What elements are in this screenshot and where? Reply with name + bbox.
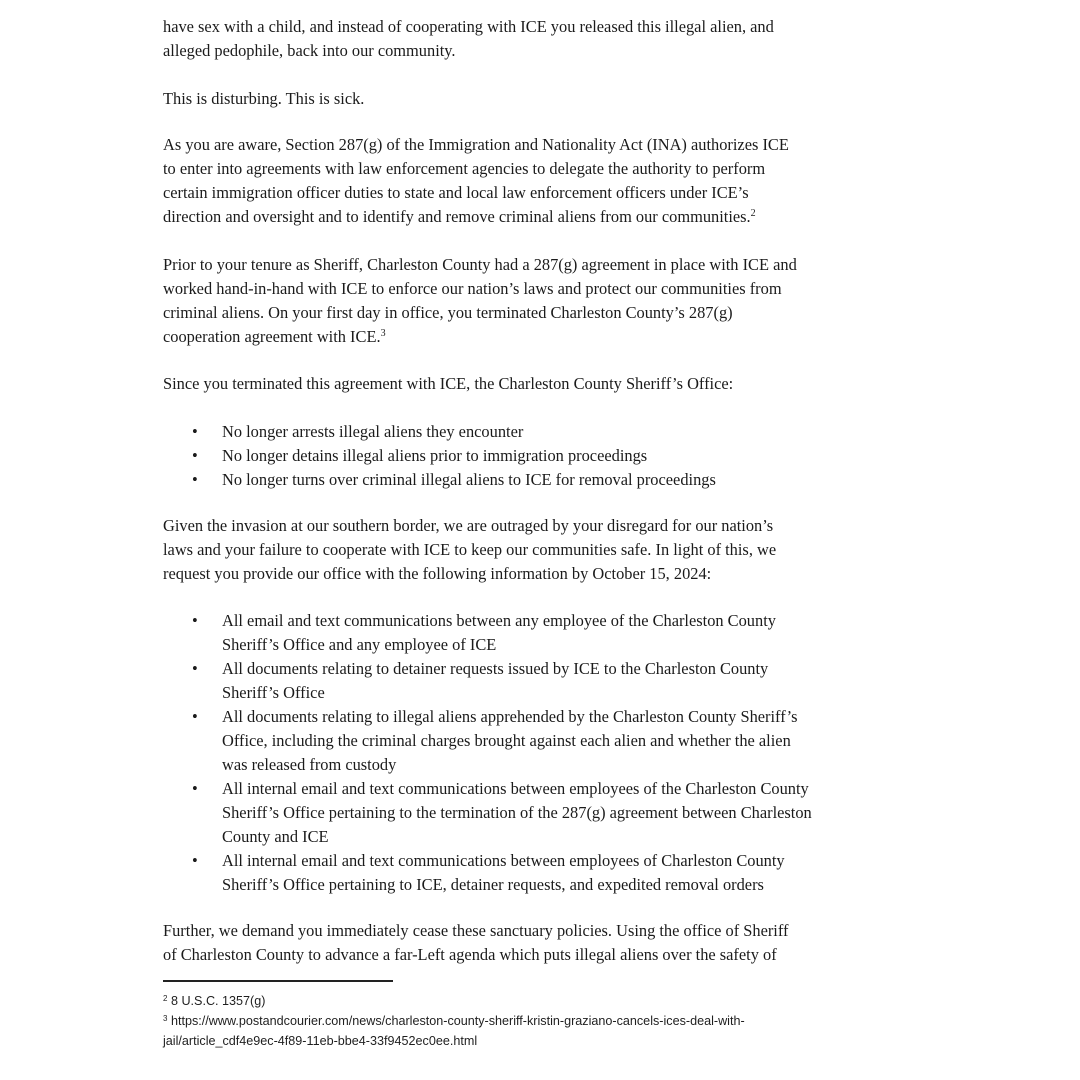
footnote-ref-2: 2 [750,208,756,219]
paragraph-disturbing [163,87,913,111]
text-line: have sex with a child, and instead of cooperating with ICE you released this illegal alien, and [163,17,774,36]
bullet-icon: • [192,422,198,441]
paragraph-since-terminated [163,372,913,396]
footnote-3 [163,1011,923,1031]
paragraph-prior-tenure [163,253,913,349]
bullet-text-line: Sheriff’s Office [222,683,325,702]
bullet-text-line: Sheriff’s Office and any employee of ICE [222,635,497,654]
bullet-icon: • [192,851,198,870]
bullet-text-line: All email and text communications between any employee of the Charleston County [222,611,776,630]
bullet-text-line: All documents relating to illegal aliens apprehended by the Charleston County Sheriff’s [222,707,798,726]
text-line: certain immigration officer duties to state and local law enforcement officers under ICE’s [163,183,749,202]
text-line: criminal aliens. On your first day in office, you terminated Charleston County’s 287(g) [163,303,733,322]
footnote-mark: 2 [163,994,168,1003]
text-line: Prior to your tenure as Sheriff, Charleston County had a 287(g) agreement in place with ICE and [163,255,797,274]
bullet-item [190,609,920,657]
text-span: direction and oversight and to identify and remove criminal aliens from our communities. [163,207,751,226]
text-line: Since you terminated this agreement with ICE, the Charleston County Sheriff’s Office: [163,374,734,393]
text-line: to enter into agreements with law enforcement agencies to delegate the authority to perform [163,159,766,178]
footnote-2 [163,991,923,1011]
footnote-text: 8 U.S.C. 1357(g) [170,994,266,1008]
footnote-link-line[interactable]: https://www.postandcourier.com/news/charleston-county-sheriff-kristin-graziano-cancels-ices-deal-with- [170,1014,745,1028]
bullet-item [190,705,920,777]
text-line: Given the invasion at our southern border, we are outraged by your disregard for our nation’s [163,516,774,535]
footnote-divider [163,980,393,982]
bullet-text-line: All internal email and text communications between employees of the Charleston County [222,779,809,798]
text-line: alleged pedophile, back into our community. [163,41,456,60]
footnote-mark: 3 [163,1014,168,1023]
bullet-text-line: All documents relating to detainer requests issued by ICE to the Charleston County [222,659,769,678]
footnote-3-cont [163,1031,923,1051]
bullet-text-line: All internal email and text communications between employees of Charleston County [222,851,785,870]
bullet-text-line: No longer arrests illegal aliens they encounter [222,422,524,441]
bullet-icon: • [192,446,198,465]
bullet-text-line: Sheriff’s Office pertaining to the termination of the 287(g) agreement between Charleston [222,803,812,822]
bullet-icon: • [192,470,198,489]
text-line [163,325,913,349]
bullet-text-line: Office, including the criminal charges brought against each alien and whether the alien [222,731,791,750]
paragraph-request [163,514,913,586]
text-line: worked hand-in-hand with ICE to enforce our nation’s laws and protect our communities from [163,279,782,298]
bullet-text-line: was released from custody [222,755,397,774]
bullet-item [190,777,920,849]
paragraph-demand [163,919,913,967]
bullet-icon: • [192,659,198,678]
bullet-list-requests [190,609,920,897]
bullet-text-line: No longer turns over criminal illegal aliens to ICE for removal proceedings [222,470,716,489]
text-line: laws and your failure to cooperate with ICE to keep our communities safe. In light of this, we [163,540,777,559]
footnotes [163,991,923,1051]
text-line: Further, we demand you immediately cease these sanctuary policies. Using the office of Sheriff [163,921,789,940]
bullet-item [190,444,920,468]
text-line: of Charleston County to advance a far-Left agenda which puts illegal aliens over the safety of [163,945,777,964]
paragraph-intro [163,15,913,63]
footnote-ref-3: 3 [380,328,386,339]
text-line [163,205,913,229]
text-line: This is disturbing. This is sick. [163,89,365,108]
footnote-link-line[interactable]: jail/article_cdf4e9ec-4f89-11eb-bbe4-33f9452ec0ee.html [163,1034,478,1048]
text-line: request you provide our office with the following information by October 15, 2024: [163,564,712,583]
text-span: cooperation agreement with ICE. [163,327,381,346]
bullet-item [190,468,920,492]
bullet-icon: • [192,779,198,798]
bullet-item [190,849,920,897]
bullet-list-consequences [190,420,920,492]
bullet-item [190,657,920,705]
bullet-text-line: No longer detains illegal aliens prior to immigration proceedings [222,446,648,465]
bullet-text-line: County and ICE [222,827,329,846]
text-line: As you are aware, Section 287(g) of the Immigration and Nationality Act (INA) authorizes ICE [163,135,789,154]
bullet-item [190,420,920,444]
bullet-icon: • [192,611,198,630]
paragraph-section-287g [163,133,913,229]
bullet-text-line: Sheriff’s Office pertaining to ICE, detainer requests, and expedited removal orders [222,875,764,894]
bullet-icon: • [192,707,198,726]
